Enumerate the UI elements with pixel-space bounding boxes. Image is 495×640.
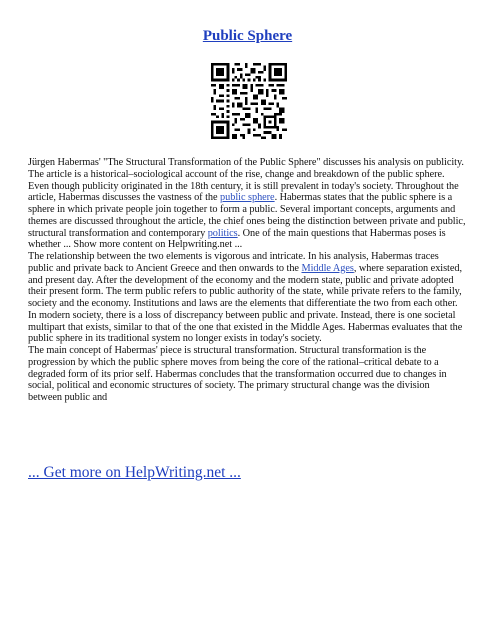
- paragraph-3: The main concept of Habermas' piece is structural transformation. Structural transformation is the progression by which the public sphere moves from being the core of the rational–critical debate to a degraded form of its prior self. Habermas concludes that the transformation occurred due to changes in social, political and economic structures of society. The primary structural change was the division between public and: [28, 345, 447, 403]
- get-more-link-container: [28, 463, 241, 482]
- title-link[interactable]: Public Sphere: [202, 28, 293, 44]
- paragraph-2: [28, 251, 466, 345]
- paragraph-1-text-c: . One of the main questions that Habermas poses is whether ... Show more content on Helpwriting.net ...: [28, 227, 446, 251]
- page-title: [0, 27, 495, 45]
- paragraph-1: [28, 157, 466, 251]
- article-body: [28, 157, 466, 404]
- middle-ages-link[interactable]: Middle Ages: [301, 262, 354, 274]
- politics-link[interactable]: politics: [207, 227, 238, 239]
- public-sphere-link[interactable]: public sphere: [220, 192, 275, 204]
- qr-code-icon: [211, 63, 287, 139]
- paragraph-1-text-a: Jürgen Habermas' "The Structural Transformation of the Public Sphere" discusses his analysis on publicity. The article is a historical–sociological account of the rise, change and breakdown of the public sphere. Even though publicity originated in the 18th century, it is still prevalent in today's society. Throughout the article, Habermas discusses the vastness of the: [28, 157, 464, 204]
- paragraph-2-text-a: The relationship between the two elements is vigorous and intricate. In his analysis, Habermas traces public and private back to Ancient Greece and then onwards to the: [28, 251, 439, 274]
- paragraph-1-text-b: . Habermas states that the public sphere is a sphere in which private people join together to form a public. Several important concepts, arguments and themes are discussed throughout the article, the chief ones being the distinction between private and public, structural transformation and contemporary: [28, 192, 466, 239]
- paragraph-2-text-b: , where separation existed, and present day. After the development of the economy and the modern state, public and private adopted their present form. The term public refers to public authority of the state, while private refers to the family, society and the economy. Institutions and laws are the elements that differentiate the two from each other. In modern society, there is a loss of discrepancy between public and private. Instead, there is one societal multipart that exists, similar to that of the one that existed in the Middle Ages. Habermas evaluates that the public sphere in its traditional system no longer exists in today's society.: [28, 262, 463, 345]
- get-more-link[interactable]: ... Get more on HelpWriting.net ...: [28, 464, 241, 481]
